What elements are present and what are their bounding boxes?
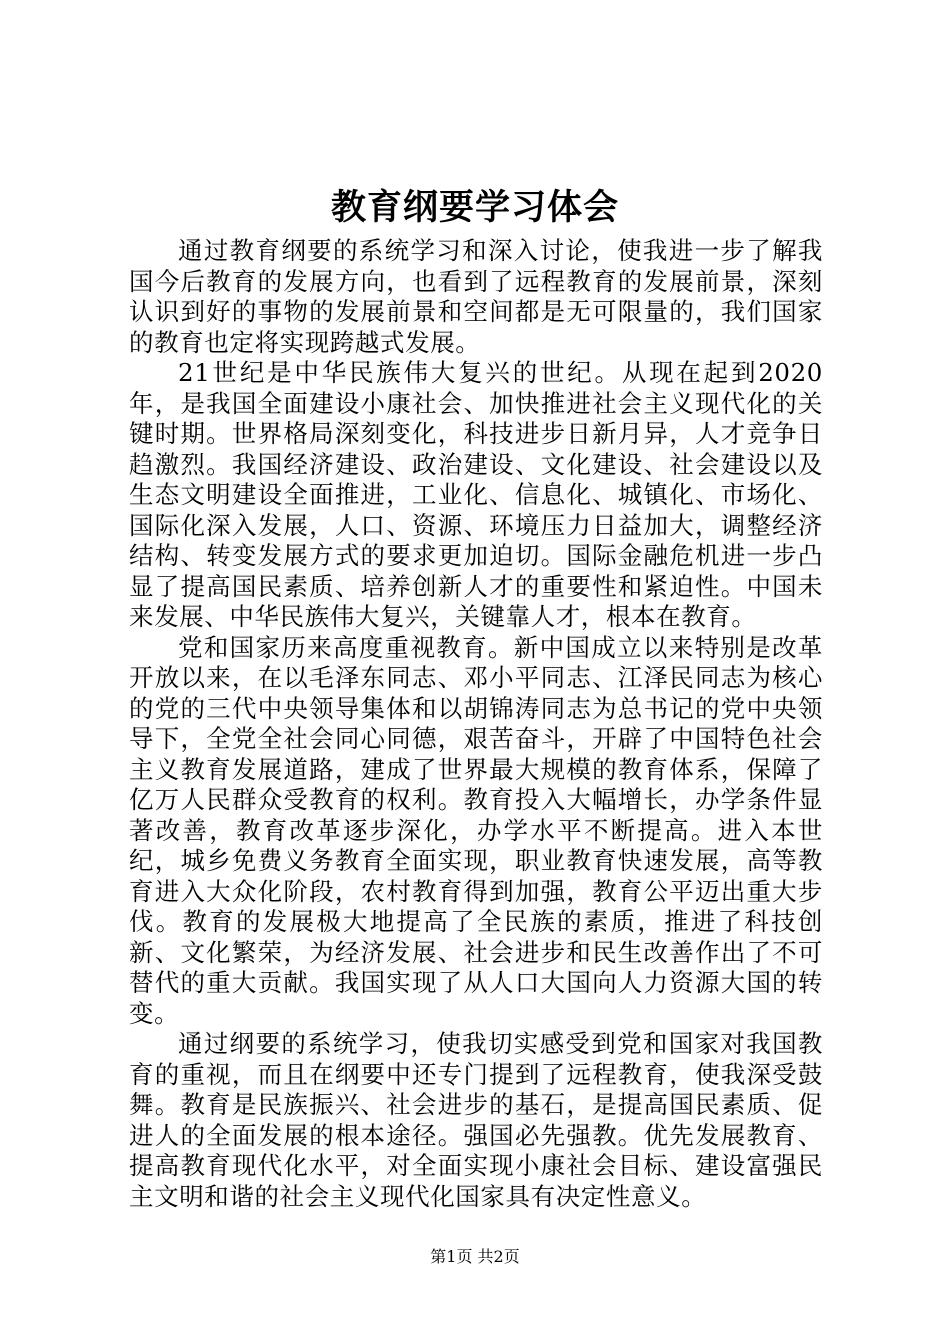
paragraph: 通过纲要的系统学习，使我切实感受到党和国家对我国教育的重视，而且在纲要中还专门提到了远程教育，使我深受鼓舞。教育是民族振兴、社会进步的基石，是提高国民素质、促进人的全面发展的根本途径。强国必先强教。优先发展教育、提高教育现代化水平，对全面实现小康社会目标、建设富强民主文明和谐的社会主义现代化国家具有决定性意义。 bbox=[129, 1029, 823, 1211]
page-number: 第1页 共2页 bbox=[430, 1247, 520, 1266]
paragraph: 党和国家历来高度重视教育。新中国成立以来特别是改革开放以来，在以毛泽东同志、邓小平同志、江泽民同志为核心的党的三代中央领导集体和以胡锦涛同志为总书记的党中央领导下，全党全社会同心同德，艰苦奋斗，开辟了中国特色社会主义教育发展道路，建成了世界最大规模的教育体系，保障了亿万人民群众受教育的权利。教育投入大幅增长，办学条件显著改善，教育改革逐步深化，办学水平不断提高。进入本世纪，城乡免费义务教育全面实现，职业教育快速发展，高等教育进入大众化阶段，农村教育得到加强，教育公平迈出重大步伐。教育的发展极大地提高了全民族的素质，推进了科技创新、文化繁荣，为经济发展、社会进步和民生改善作出了不可替代的重大贡献。我国实现了从人口大国向人力资源大国的转变。 bbox=[129, 632, 823, 1028]
document-body bbox=[129, 236, 823, 1212]
document-title: 教育纲要学习体会 bbox=[330, 187, 619, 228]
paragraph: 21世纪是中华民族伟大复兴的世纪。从现在起到2020年，是我国全面建设小康社会、加快推进社会主义现代化的关键时期。世界格局深刻变化，科技进步日新月异，人才竞争日趋激烈。我国经济建设、政治建设、文化建设、社会建设以及生态文明建设全面推进，工业化、信息化、城镇化、市场化、国际化深入发展，人口、资源、环境压力日益加大，调整经济结构、转变发展方式的要求更加迫切。国际金融危机进一步凸显了提高国民素质、培养创新人才的重要性和紧迫性。中国未来发展、中华民族伟大复兴，关键靠人才，根本在教育。 bbox=[129, 358, 823, 631]
paragraph: 通过教育纲要的系统学习和深入讨论，使我进一步了解我国今后教育的发展方向，也看到了远程教育的发展前景，深刻认识到好的事物的发展前景和空间都是无可限量的，我们国家的教育也定将实现跨越式发展。 bbox=[129, 236, 823, 357]
